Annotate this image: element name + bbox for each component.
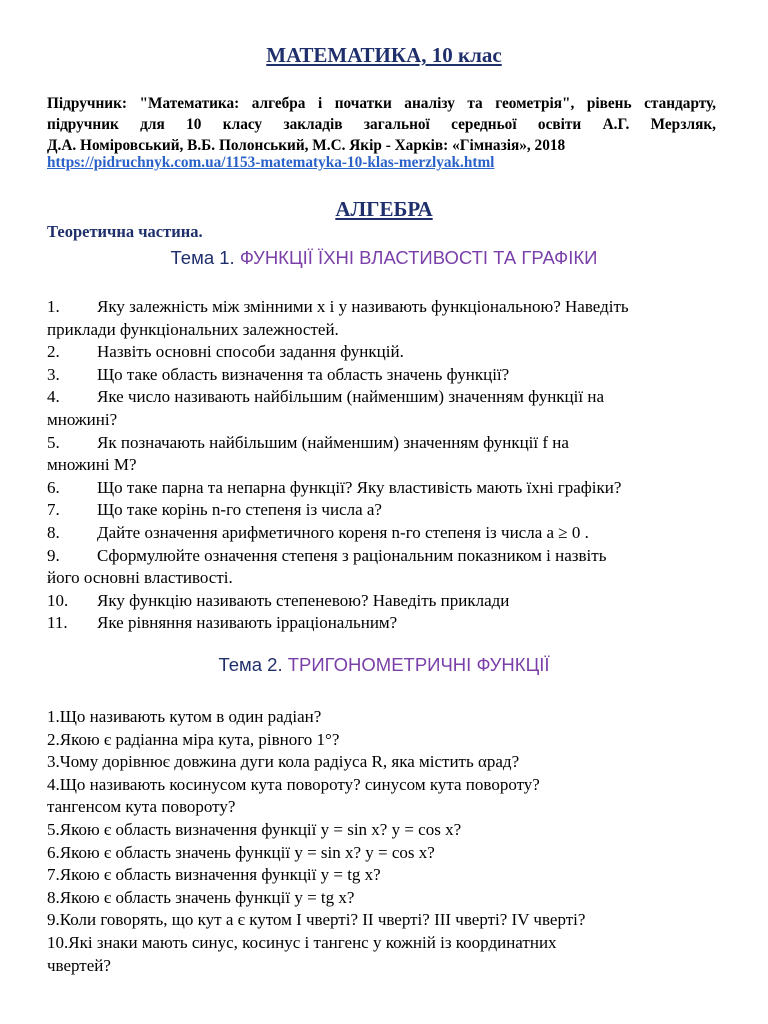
question-item (47, 432, 747, 455)
topic-2-prefix: Тема 2. (218, 654, 283, 675)
textbook-line-1: Підручник: "Математика: алгебра і початки аналізу та геометрія", рівень стандарту, (47, 95, 716, 112)
question-number: 1. (47, 707, 60, 726)
question-item (47, 364, 747, 387)
question-text: Якою є радіанна міра кута, рівного 1°? (59, 729, 340, 749)
question-text: Якою є область визначення функції y = sin x? y = cos x? (59, 819, 462, 839)
question-number: 8. (47, 522, 60, 542)
question-item (47, 612, 747, 635)
question-number: 9. (47, 910, 60, 930)
question-number: 9. (47, 545, 60, 565)
question-item (47, 341, 747, 364)
question-item (47, 842, 747, 865)
question-text-continued: його основні властивості. (47, 568, 233, 588)
theory-heading: Теоретична частина. (47, 222, 203, 241)
question-item (47, 909, 747, 932)
topic-1-prefix: Тема 1. (170, 247, 235, 268)
question-text: Якою є область значень функції y = tg x? (59, 887, 355, 907)
question-text-continued: приклади функціональних залежностей. (47, 319, 339, 339)
question-number: 7. (47, 500, 60, 520)
question-item (47, 522, 747, 545)
question-item (47, 477, 747, 500)
question-number: 4. (47, 387, 60, 407)
topic-1-heading (0, 246, 768, 270)
question-text: Назвіть основні способи задання функцій. (97, 342, 404, 362)
document-title: МАТЕМАТИКА, 10 клас (266, 43, 502, 67)
question-number: 2. (47, 729, 60, 749)
question-item (47, 545, 747, 568)
question-text: Чому дорівнює довжина дуги кола радіуса R, яка містить αрад? (59, 752, 520, 772)
question-number: 11. (47, 613, 68, 633)
question-number: 5. (47, 819, 60, 839)
question-text: Яку функцію називають степеневою? Наведіть приклади (97, 590, 510, 610)
textbook-line-2: підручник для 10 класу закладів загальної середньої освіти А.Г. Мерзляк, (47, 116, 716, 133)
question-number: 2. (47, 342, 60, 362)
question-number: 10. (47, 590, 69, 610)
question-text: Що таке область визначення та область значень функції? (97, 364, 510, 384)
section-title-algebra: АЛГЕБРА (335, 197, 433, 221)
question-text: Коли говорять, що кут а є кутом I чверті? II чверті? III чверті? IV чверті? (59, 910, 586, 930)
question-item (47, 774, 747, 797)
question-item (47, 296, 747, 319)
question-text: Дайте означення арифметичного кореня n-го степеня із числа а ≥ 0 . (97, 522, 589, 542)
topic-1-name: ФУНКЦІЇ ЇХНІ ВЛАСТИВОСТІ ТА ГРАФІКИ (239, 247, 598, 268)
topic-2-questions (47, 706, 747, 977)
textbook-link[interactable]: https://pidruchnyk.com.ua/1153-matematyka-10-klas-merzlyak.html (47, 154, 495, 171)
question-number: 3. (47, 752, 60, 772)
question-text-continued: множині? (47, 409, 118, 429)
topic-1-questions (47, 296, 747, 635)
question-number: 10. (47, 932, 69, 952)
question-item (47, 590, 747, 613)
question-text: Що таке корінь n-го степеня із числа а? (97, 500, 382, 520)
question-text: Сформулюйте означення степеня з раціональним показником і назвіть (97, 545, 607, 565)
textbook-line-3: Д.А. Номіровський, В.Б. Полонський, М.С. Якір - Харків: «Гімназія», 2018 (47, 137, 566, 154)
question-item (47, 819, 747, 842)
question-item (47, 932, 747, 955)
question-item (47, 386, 747, 409)
question-item (47, 499, 747, 522)
topic-2-heading (0, 653, 768, 677)
question-text-continued: множині M? (47, 455, 137, 475)
question-number: 6. (47, 477, 60, 497)
question-item (47, 706, 747, 729)
question-number: 1. (47, 297, 60, 316)
question-text-continued: тангенсом кута повороту? (47, 797, 236, 817)
question-number: 3. (47, 364, 60, 384)
question-text: Яке число називають найбільшим (найменшим) значенням функції на (97, 387, 604, 407)
question-item (47, 864, 747, 887)
question-text: Що таке парна та непарна функції? Яку властивість мають їхні графіки? (97, 477, 622, 497)
topic-2-name: ТРИГОНОМЕТРИЧНІ ФУНКЦІЇ (287, 654, 550, 675)
question-text: Що називають косинусом кута повороту? синусом кута повороту? (59, 774, 540, 794)
question-number: 4. (47, 774, 60, 794)
question-number: 5. (47, 432, 60, 452)
question-text: Якою є область визначення функції y = tg x? (59, 865, 381, 885)
question-text: Що називають кутом в один радіан? (59, 707, 322, 726)
question-item (47, 887, 747, 910)
question-number: 6. (47, 842, 60, 862)
textbook-reference (47, 93, 716, 156)
question-number: 8. (47, 887, 60, 907)
question-text-continued: чвертей? (47, 955, 111, 975)
question-item (47, 729, 747, 752)
question-text: Яке рівняння називають ірраціональним? (97, 613, 398, 633)
question-text: Якою є область значень функції y = sin x? y = cos x? (59, 842, 435, 862)
question-text: Які знаки мають синус, косинус і тангенс у кожній із координатних (68, 932, 557, 952)
question-text: Яку залежність між змінними x і y називають функціональною? Наведіть (97, 297, 629, 316)
question-item (47, 751, 747, 774)
question-text: Як позначають найбільшим (найменшим) значенням функції f на (97, 432, 569, 452)
question-number: 7. (47, 865, 60, 885)
